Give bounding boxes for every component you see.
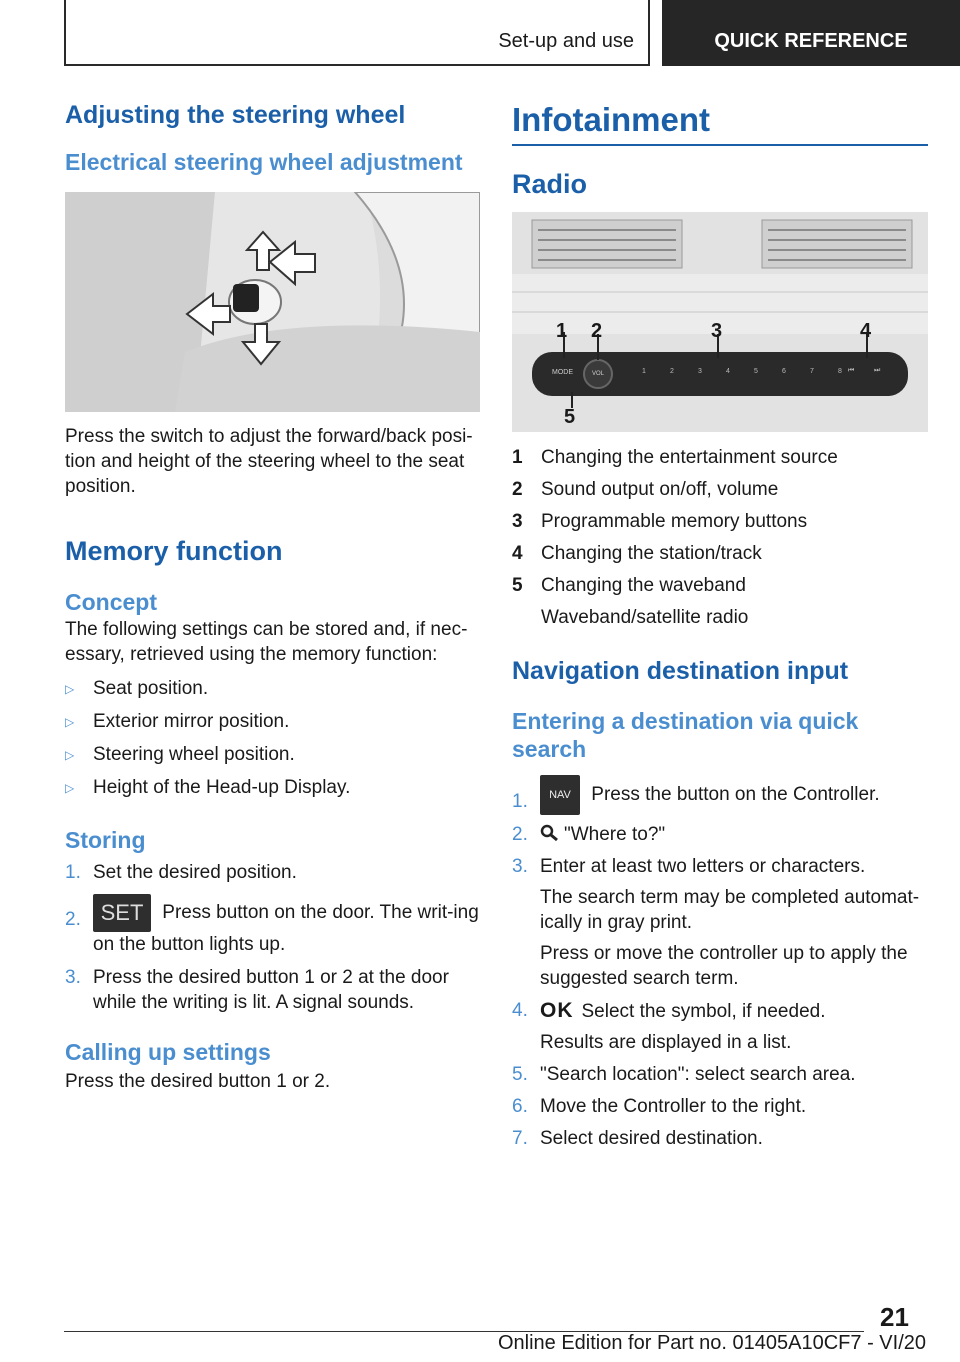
radio-panel-image [512, 212, 928, 432]
list-item: 3 Programmable memory buttons [512, 510, 808, 532]
radio-heading: Radio [512, 168, 588, 199]
callout-3: 3 [711, 319, 723, 342]
right-column [512, 100, 928, 1151]
concept-text: The following settings can be stored and, if nec-essary, retrieved using the memory function: [65, 618, 468, 665]
list-item: 2. "Where to?" [512, 824, 666, 846]
steering-switch-image [65, 192, 480, 412]
list-item: 5. "Search location": select search area. [512, 1064, 856, 1086]
list-item: 7. Select desired destination. [512, 1128, 763, 1150]
bullet-triangle-icon: ▷ [65, 747, 75, 762]
header-box [64, 0, 650, 66]
bullet-triangle-icon: ▷ [65, 780, 75, 795]
callout-2: 2 [591, 319, 603, 342]
electrical-adjust-heading: Electrical steering wheel adjustment [65, 149, 463, 175]
track-forward-icon: ⏭ [874, 366, 881, 374]
list-item: 4 Changing the station/track [512, 542, 762, 564]
calling-up-text: Press the desired button 1 or 2. [65, 1070, 331, 1092]
steering-description: Press the switch to adjust the forward/back posi-tion and height of the steering wheel to the seat position. [65, 425, 473, 497]
callout-4: 4 [860, 319, 872, 342]
storing-heading: Storing [65, 826, 146, 853]
list-item: 1. NAV Press the button on the Controller. [512, 775, 928, 815]
steering-heading: Adjusting the steering wheel [65, 101, 406, 129]
quick-search-heading: Entering a destination via quick search [512, 707, 859, 762]
list-item: ▷ Height of the Head-up Display. [65, 775, 480, 801]
step3-note-1: The search term may be completed automat-ically in gray print. [540, 887, 920, 934]
list-item: ▷ Exterior mirror position. [65, 709, 480, 735]
waveband-note: Waveband/satellite radio [541, 606, 749, 628]
page-number: 21 [880, 1302, 909, 1332]
concept-heading: Concept [65, 588, 157, 615]
section-title: Set-up and use [498, 30, 634, 52]
preset-buttons: 1 2 3 4 5 6 7 8 [642, 367, 842, 375]
quick-reference-tab[interactable]: QUICK REFERENCE [662, 0, 960, 66]
list-item: 5 Changing the waveband [512, 574, 746, 596]
callout-1: 1 [556, 319, 568, 342]
volume-knob-label: VOL [592, 370, 605, 377]
list-item: 1 Changing the entertainment source [512, 446, 838, 468]
list-item: ▷ Seat position. [65, 676, 480, 702]
search-icon [540, 824, 560, 842]
steering-switch-illustration [65, 192, 480, 412]
list-item: 1. Set the desired position. [65, 862, 297, 884]
list-item: 2 Sound output on/off, volume [512, 478, 779, 500]
memory-heading: Memory function [65, 535, 283, 566]
navigation-heading: Navigation destination input [512, 656, 849, 685]
bullet-triangle-icon: ▷ [65, 714, 75, 729]
left-column [65, 100, 480, 1094]
list-item: 6. Move the Controller to the right. [512, 1096, 807, 1118]
list-item: 3. Press the desired button 1 or 2 at the door while the writing is lit. A signal sounds. [65, 967, 449, 1014]
set-button-icon: SET [93, 894, 151, 932]
list-item: 3. Enter at least two letters or characters. [512, 856, 866, 878]
mode-button-label: MODE [552, 368, 573, 376]
callout-5: 5 [564, 405, 576, 428]
list-item: 2. SET Press button on the door. The writ-ing on the button lights up. [65, 894, 480, 957]
bullet-triangle-icon: ▷ [65, 681, 75, 696]
track-back-icon: ⏮ [848, 366, 855, 374]
step3-note-2: Press or move the controller up to apply the suggested search term. [540, 943, 908, 990]
edition-footer: Online Edition for Part no. 01405A10CF7 - VI/20 [497, 1332, 926, 1354]
step4-note: Results are displayed in a list. [540, 1032, 792, 1054]
ok-icon: OK [540, 999, 574, 1023]
list-item: ▷ Steering wheel position. [65, 742, 480, 768]
calling-up-heading: Calling up settings [65, 1039, 271, 1066]
nav-button-icon: NAV [540, 775, 580, 815]
list-item: 4. OK Select the symbol, if needed. [512, 999, 826, 1023]
infotainment-heading: Infotainment [512, 100, 928, 146]
